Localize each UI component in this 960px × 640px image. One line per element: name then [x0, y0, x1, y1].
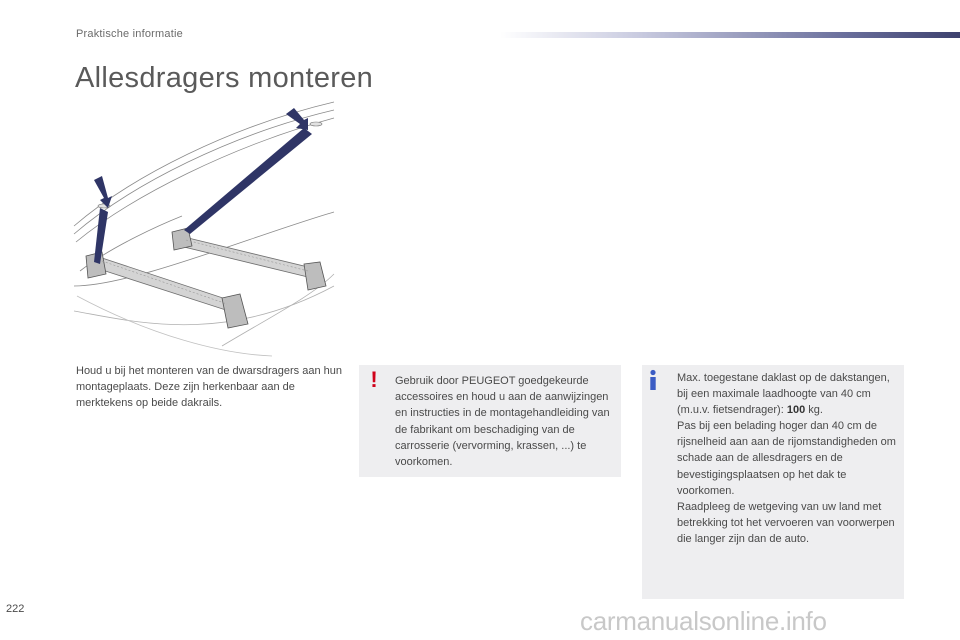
max-load-value: 100 — [786, 404, 806, 417]
info-paragraph-legislation: Raadpleeg de wetgeving van uw land met betrekking tot het vervoeren van voorwerpen die langer zijn dan de auto. — [677, 500, 895, 545]
info-paragraph-load: Max. toegestane daklast op de dakstangen, bij een maximale laadhoogte van 40 cm (m.u.v. fietsendrager): 100 kg. — [677, 372, 890, 417]
info-text — [677, 370, 902, 547]
exclamation-icon: ! — [370, 367, 378, 392]
info-box — [642, 365, 904, 599]
info-icon — [646, 369, 660, 391]
section-label: Praktische informatie — [76, 28, 183, 40]
page-number: 222 — [6, 603, 25, 615]
warning-text: Gebruik door PEUGEOT goedgekeurde accessoires en houd u aan de aanwijzingen en instructies in de montagehandleiding van de fabrikant om beschadiging van de carrosserie (vervorming, krassen, ...) te voorkomen. — [395, 375, 610, 469]
header-gradient-bar — [500, 32, 960, 38]
body-text: Houd u bij het monteren van de dwarsdragers aan hun montageplaats. Deze zijn herkenbaar aan de merktekens op beide dakrails. — [76, 365, 343, 409]
warning-box — [359, 365, 621, 477]
page-title: Allesdragers monteren — [75, 62, 374, 94]
watermark-text: carmanualsonline.info — [580, 606, 827, 636]
roof-bars-illustration — [72, 96, 342, 358]
info-paragraph-speed: Pas bij een belading hoger dan 40 cm de rijsnelheid aan aan de rijomstandigheden om schade aan de allesdragers en de bevestigingsplaatsen op het dak te voorkomen. — [677, 420, 896, 497]
